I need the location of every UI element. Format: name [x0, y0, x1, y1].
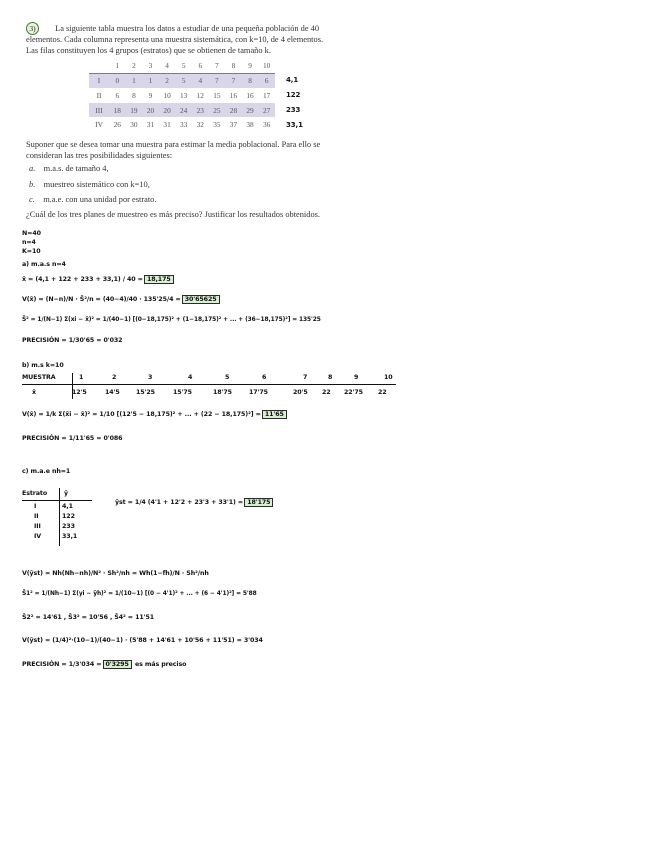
option-c: c. m.a.e. con una unidad por estrato.: [29, 195, 157, 204]
stratum-value: 4,1: [62, 503, 73, 510]
cell: 33: [180, 120, 188, 130]
col-header: 10: [258, 58, 275, 73]
population-table: [89, 58, 275, 132]
col-header: 3: [142, 58, 159, 73]
row-label: IV: [95, 120, 103, 130]
cell: 1: [142, 73, 159, 88]
cell: 26: [113, 120, 121, 130]
table-row: [89, 103, 275, 118]
row-label: I: [89, 73, 109, 88]
sample-num: 9: [354, 374, 359, 381]
sample-num: 5: [225, 374, 230, 381]
cell: 29: [242, 103, 259, 118]
stratum-name: IV: [34, 533, 42, 540]
sample-mean: 14'5: [105, 389, 120, 396]
cell: 7: [209, 73, 226, 88]
cell: 38: [246, 120, 254, 130]
sample-mean: 17'75: [249, 389, 268, 396]
stratum-name: I: [34, 503, 37, 510]
stratum-name: II: [34, 513, 39, 520]
systematic-means-table: [22, 372, 396, 400]
cell: 28: [225, 103, 242, 118]
sample-num: 7: [303, 374, 308, 381]
sample-mean: 22'75: [344, 389, 363, 396]
part-c-s1: Ŝ1² = 1/(Nh−1) Σ(yi − ȳh)² = 1/(10−1) [(0 − 4'1)² + ... + (6 − 4'1)²] = 5'88: [22, 591, 257, 597]
sample-num: 8: [328, 374, 333, 381]
table-row: [89, 73, 275, 88]
given-N: N=40: [22, 230, 41, 237]
part-a-mean-result: 18,175: [146, 276, 171, 283]
cell: 13: [180, 90, 188, 100]
given-n: n=4: [22, 239, 36, 246]
cell: 10: [163, 90, 171, 100]
part-b-heading: b) m.s k=10: [22, 362, 64, 369]
sample-num: 4: [188, 374, 193, 381]
sample-mean: 15'25: [136, 389, 155, 396]
sample-mean: 15'75: [173, 389, 192, 396]
cell: 18: [109, 103, 126, 118]
strata-table: [22, 488, 92, 546]
row-sum: 4,1: [286, 76, 299, 84]
part-a-heading: a) m.a.s n=4: [22, 261, 66, 268]
part-a-mean: x̄ = (4,1 + 122 + 233 + 33,1) / 40 = 18,175: [22, 276, 171, 283]
cell: 5: [175, 73, 192, 88]
cell: 4: [192, 73, 209, 88]
col-header: 7: [209, 58, 226, 73]
option-a: a. m.a.s. de tamaño 4,: [29, 164, 109, 173]
cell: 2: [159, 73, 176, 88]
row-sum: 122: [286, 91, 301, 99]
stratum-value: 122: [62, 513, 75, 520]
cell: 8: [242, 73, 259, 88]
part-c-s-others: Ŝ2² = 14'61 , Ŝ3² = 10'56 , Ŝ4² = 11'51: [22, 614, 155, 621]
row-sum: 33,1: [286, 121, 303, 129]
cell: 6: [115, 90, 120, 100]
stratum-name: III: [34, 523, 41, 530]
col-header: 8: [225, 58, 242, 73]
sample-num: 2: [112, 374, 117, 381]
cell: 32: [196, 120, 204, 130]
stratum-value: 233: [62, 523, 75, 530]
table-label-mean: x̄: [32, 389, 36, 396]
row-label: II: [96, 90, 102, 100]
cell: 7: [225, 73, 242, 88]
part-c-heading: c) m.a.e nh=1: [22, 468, 71, 475]
strata-label: Estrato: [22, 490, 48, 497]
cell: 19: [126, 103, 143, 118]
stratum-value: 33,1: [62, 533, 78, 540]
cell: 9: [148, 90, 153, 100]
table-row: [89, 88, 275, 103]
table-label-muestra: MUESTRA: [22, 374, 56, 381]
conclusion: es más preciso: [134, 661, 187, 668]
part-c-precision-result: 0'3295: [105, 661, 129, 668]
problem-intro: [26, 22, 366, 56]
col-header: 9: [242, 58, 259, 73]
part-b-variance: V(x̄) = 1/k Σ(x̄i − x̄)² = 1/10 [(12'5 − 18,175)² + ... + (22 − 18,175)²] = 11'65: [22, 411, 284, 418]
part-a-precision: PRECISIÓN = 1/30'65 = 0'032: [22, 337, 123, 344]
cell: 25: [209, 103, 226, 118]
problem-number: 3): [26, 22, 39, 35]
suppose-line-1: Suponer que se desea tomar una muestra para estimar la media poblacional. Para ello se: [26, 140, 321, 149]
part-b-variance-result: 11'65: [264, 411, 284, 418]
cell: 23: [192, 103, 209, 118]
cell: 17: [262, 90, 271, 100]
sample-mean: 22: [378, 389, 387, 396]
part-a-variance-result: 30'65625: [184, 296, 217, 303]
sample-mean: 20'5: [293, 389, 308, 396]
given-k: K=10: [22, 248, 41, 255]
row-sum: 233: [286, 106, 301, 114]
strata-mean-label: ȳ: [64, 490, 69, 497]
part-c-variance: V(ȳst) = (1/4)²·(10−1)/(40−1) · (5'88 + 14'61 + 10'56 + 11'51) = 3'034: [22, 637, 263, 644]
sample-num: 3: [148, 374, 153, 381]
cell: 16: [229, 90, 238, 100]
cell: 6: [258, 73, 275, 88]
part-c-yst: ȳst = 1/4 (4'1 + 12'2 + 23'3 + 33'1) = 18'175: [115, 499, 271, 506]
col-header: 6: [192, 58, 209, 73]
sample-num: 10: [384, 374, 393, 381]
suppose-line-2: consideran las tres posibilidades siguientes:: [26, 150, 173, 160]
sample-mean: 22: [322, 389, 331, 396]
col-header: 4: [159, 58, 176, 73]
row-label: III: [89, 103, 109, 118]
sample-num: 1: [79, 374, 84, 381]
suppose-text: [26, 140, 366, 161]
sample-num: 6: [262, 374, 267, 381]
cell: 12: [196, 90, 204, 100]
cell: 37: [229, 120, 238, 130]
col-header: 5: [175, 58, 192, 73]
question: ¿Cuál de los tres planes de muestreo es más preciso? Justificar los resultados obtenidos.: [26, 210, 320, 219]
part-a-s2: Ŝ² = 1/(N−1) Σ(xi − x̄)² = 1/(40−1) [(0−18,175)² + (1−18,175)² + ... + (36−18,175)²] = 135'25: [22, 317, 321, 323]
cell: 8: [132, 90, 136, 100]
part-b-precision: PRECISIÓN = 1/11'65 = 0'086: [22, 435, 123, 442]
part-c-yst-result: 18'175: [247, 499, 271, 506]
part-a-variance: V(x̄) = (N−n)/N · Ŝ²/n = (40−4)/40 · 135'25/4 = 30'65625: [22, 296, 217, 303]
part-c-var-formula: V(ȳst) = Nh(Nh−nh)/N² · Sh²/nh = Wh(1−fh)/N · Sh²/nh: [22, 570, 209, 577]
col-header: 1: [109, 58, 126, 73]
cell: 24: [175, 103, 192, 118]
table-row: [89, 117, 275, 132]
cell: 31: [163, 120, 171, 130]
intro-line-2: elementos. Cada columna representa una muestra sistemática, con k=10, de 4 elementos.: [26, 35, 324, 44]
cell: 20: [142, 103, 159, 118]
cell: 31: [146, 120, 155, 130]
option-b: b. muestreo sistemático con k=10,: [29, 180, 150, 189]
col-header: 2: [126, 58, 143, 73]
cell: 0: [109, 73, 126, 88]
cell: 36: [262, 120, 271, 130]
cell: 1: [126, 73, 143, 88]
cell: 15: [213, 90, 221, 100]
cell: 27: [258, 103, 275, 118]
sample-mean: 18'75: [213, 389, 232, 396]
intro-line-3: Las filas constituyen los 4 grupos (estratos) que se obtienen de tamaño k.: [26, 45, 271, 55]
cell: 35: [213, 120, 221, 130]
cell: 30: [130, 120, 138, 130]
sample-mean: 12'5: [72, 389, 87, 396]
part-c-precision: PRECISIÓN = 1/3'034 = 0'3295 es más preciso: [22, 661, 187, 668]
intro-line-1: La siguiente tabla muestra los datos a estudiar de una pequeña población de 40: [55, 24, 320, 33]
cell: 20: [159, 103, 176, 118]
cell: 16: [246, 90, 254, 100]
